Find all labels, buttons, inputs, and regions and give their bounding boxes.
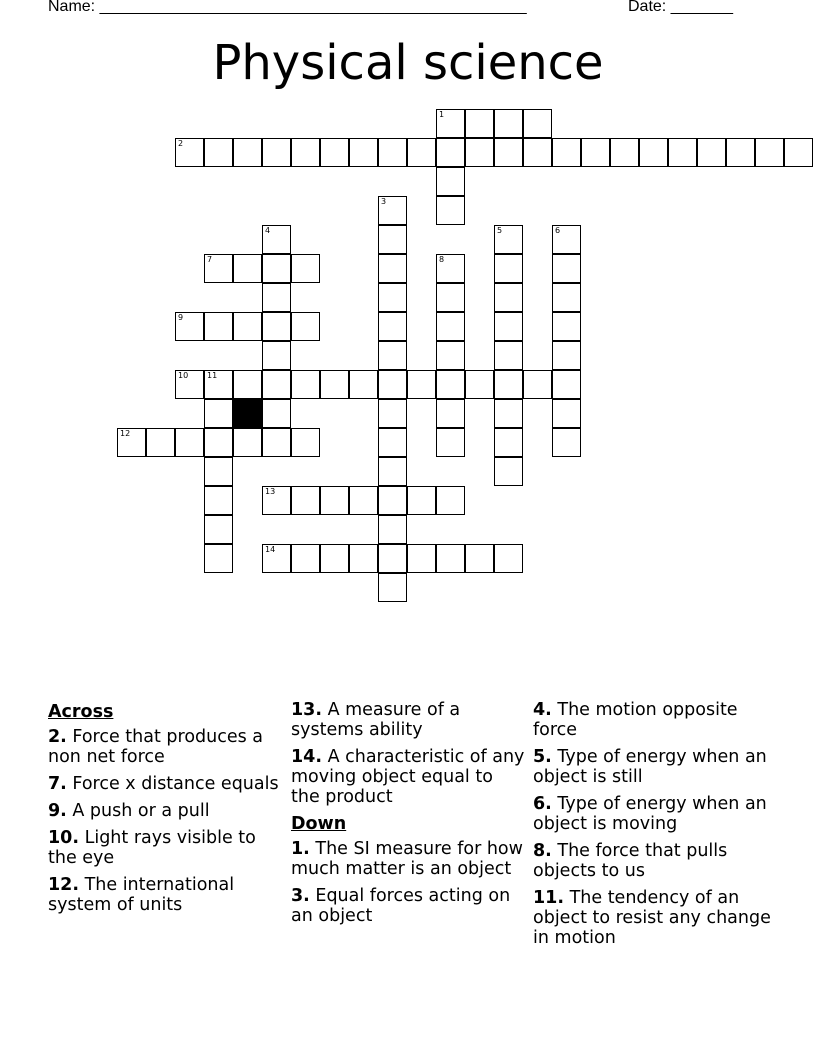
clues-column-1 <box>48 700 280 922</box>
crossword-cell[interactable] <box>291 428 320 457</box>
clue-item <box>48 727 280 767</box>
crossword-cell[interactable] <box>494 109 523 138</box>
crossword-cell[interactable] <box>494 225 523 254</box>
crossword-cell[interactable] <box>233 254 262 283</box>
clue-number: 3 <box>381 197 387 206</box>
crossword-cell[interactable] <box>378 138 407 167</box>
crossword-cell[interactable] <box>349 370 378 399</box>
date-field-label: Date: _______ <box>628 0 733 15</box>
crossword-cell[interactable] <box>436 399 465 428</box>
clue-number: 7. <box>48 774 67 794</box>
clue-number: 5. <box>533 747 552 767</box>
crossword-cell[interactable] <box>291 254 320 283</box>
clue-number: 13 <box>265 487 276 496</box>
crossword-cell[interactable] <box>494 138 523 167</box>
crossword-cell[interactable] <box>523 370 552 399</box>
crossword-cell[interactable] <box>494 457 523 486</box>
crossword-cell[interactable] <box>436 486 465 515</box>
clues-column-2 <box>291 700 527 933</box>
crossword-cell[interactable] <box>204 312 233 341</box>
crossword-cell[interactable] <box>204 428 233 457</box>
clue-number: 11. <box>533 888 565 908</box>
crossword-cell[interactable] <box>552 225 581 254</box>
clue-item <box>291 700 527 740</box>
crossword-cell[interactable] <box>262 283 291 312</box>
clue-item <box>533 700 783 740</box>
clue-number: 12 <box>120 429 131 438</box>
crossword-cell[interactable] <box>262 138 291 167</box>
clue-text: The SI measure for how much matter is an object <box>291 839 523 879</box>
clue-number: 2 <box>178 139 184 148</box>
crossword-cell[interactable] <box>465 544 494 573</box>
clue-text: Light rays visible to the eye <box>48 828 256 868</box>
clue-item <box>48 828 280 868</box>
name-field-label: Name: ________________________________________________ <box>48 0 527 15</box>
crossword-cell[interactable] <box>378 515 407 544</box>
crossword-cell[interactable] <box>407 544 436 573</box>
crossword-cell[interactable] <box>639 138 668 167</box>
crossword-cell[interactable] <box>407 138 436 167</box>
clue-number: 4 <box>265 226 271 235</box>
crossword-cell[interactable] <box>552 254 581 283</box>
crossword-cell[interactable] <box>436 370 465 399</box>
crossword-cell[interactable] <box>320 370 349 399</box>
crossword-cell[interactable] <box>494 312 523 341</box>
crossword-cell[interactable] <box>494 370 523 399</box>
crossword-cell[interactable] <box>291 544 320 573</box>
crossword-cell[interactable] <box>726 138 755 167</box>
crossword-cell[interactable] <box>436 283 465 312</box>
crossword-cell[interactable] <box>233 370 262 399</box>
crossword-cell[interactable] <box>494 428 523 457</box>
crossword-cell[interactable] <box>378 370 407 399</box>
crossword-cell[interactable] <box>610 138 639 167</box>
crossword-cell[interactable] <box>378 573 407 602</box>
clue-number: 9 <box>178 313 184 322</box>
crossword-cell[interactable] <box>523 109 552 138</box>
crossword-cell[interactable] <box>465 109 494 138</box>
crossword-cell[interactable] <box>204 254 233 283</box>
crossword-cell[interactable] <box>378 544 407 573</box>
crossword-cell[interactable] <box>494 544 523 573</box>
crossword-cell[interactable] <box>378 283 407 312</box>
crossword-cell[interactable] <box>262 225 291 254</box>
clue-number: 13. <box>291 700 323 720</box>
clue-number: 11 <box>207 371 218 380</box>
clue-number: 14. <box>291 747 323 767</box>
crossword-cell[interactable] <box>204 457 233 486</box>
crossword-cell[interactable] <box>552 370 581 399</box>
crossword-cell[interactable] <box>436 254 465 283</box>
crossword-cell[interactable] <box>349 486 378 515</box>
clue-number: 2. <box>48 727 67 747</box>
clue-number: 7 <box>207 255 213 264</box>
clue-text: The force that pulls objects to us <box>533 841 728 881</box>
clue-number: 1 <box>439 110 445 119</box>
crossword-cell[interactable] <box>552 399 581 428</box>
crossword-cell[interactable] <box>668 138 697 167</box>
clue-item <box>48 801 280 821</box>
crossword-cell[interactable] <box>378 254 407 283</box>
crossword-cell[interactable] <box>204 399 233 428</box>
clue-item <box>533 841 783 881</box>
across-clue-list <box>48 727 280 915</box>
down-clue-list <box>291 839 527 926</box>
crossword-cell[interactable] <box>407 370 436 399</box>
crossword-cell[interactable] <box>349 138 378 167</box>
crossword-cell[interactable] <box>262 544 291 573</box>
crossword-cell[interactable] <box>349 544 378 573</box>
crossword-cell[interactable] <box>146 428 175 457</box>
crossword-cell[interactable] <box>436 109 465 138</box>
crossword-cell[interactable] <box>552 312 581 341</box>
crossword-cell[interactable] <box>436 312 465 341</box>
crossword-cell[interactable] <box>552 428 581 457</box>
clue-item <box>291 839 527 879</box>
crossword-cell[interactable] <box>320 544 349 573</box>
clue-number: 8 <box>439 255 445 264</box>
crossword-cell[interactable] <box>552 138 581 167</box>
crossword-cell[interactable] <box>494 399 523 428</box>
crossword-cell[interactable] <box>291 312 320 341</box>
clue-text: Type of energy when an object is still <box>533 747 767 787</box>
clue-text: The international system of units <box>48 875 235 915</box>
crossword-cell[interactable] <box>291 138 320 167</box>
crossword-cell[interactable] <box>378 196 407 225</box>
crossword-cell[interactable] <box>784 138 813 167</box>
clue-text: A push or a pull <box>66 801 210 821</box>
crossword-cell[interactable] <box>175 428 204 457</box>
crossword-cell[interactable] <box>204 138 233 167</box>
crossword-cell[interactable] <box>378 399 407 428</box>
clue-number: 14 <box>265 545 276 554</box>
crossword-cell[interactable] <box>494 254 523 283</box>
clues-column-3 <box>533 700 783 955</box>
crossword-cell[interactable] <box>436 341 465 370</box>
crossword-cell[interactable] <box>262 428 291 457</box>
crossword-cell[interactable] <box>755 138 784 167</box>
clue-text: A measure of a systems ability <box>291 700 461 740</box>
crossword-cell[interactable] <box>465 370 494 399</box>
clue-number: 9. <box>48 801 67 821</box>
crossword-cell[interactable] <box>552 341 581 370</box>
crossword-cell[interactable] <box>378 225 407 254</box>
crossword-cell[interactable] <box>204 544 233 573</box>
crossword-cell[interactable] <box>233 138 262 167</box>
crossword-cell[interactable] <box>291 370 320 399</box>
clue-number: 1. <box>291 839 310 859</box>
down-clue-list-continued <box>533 700 783 948</box>
crossword-cell[interactable] <box>581 138 610 167</box>
clue-item <box>291 747 527 807</box>
page-title: Physical science <box>212 35 604 91</box>
clue-text: The motion opposite force <box>533 700 738 740</box>
clue-item <box>48 875 280 915</box>
crossword-cell[interactable] <box>320 486 349 515</box>
crossword-cell[interactable] <box>494 341 523 370</box>
clue-text: Force x distance equals <box>66 774 279 794</box>
clue-number: 3. <box>291 886 310 906</box>
crossword-cell[interactable] <box>378 341 407 370</box>
crossword-cell[interactable] <box>175 370 204 399</box>
clue-number: 12. <box>48 875 80 895</box>
crossword-cell[interactable] <box>407 486 436 515</box>
crossword-cell[interactable] <box>436 428 465 457</box>
clue-number: 4. <box>533 700 552 720</box>
crossword-cell[interactable] <box>436 138 465 167</box>
crossword-cell[interactable] <box>436 196 465 225</box>
clue-item <box>533 888 783 948</box>
crossword-cell[interactable] <box>494 283 523 312</box>
crossword-cell[interactable] <box>378 428 407 457</box>
clue-text: Equal forces acting on an object <box>291 886 511 926</box>
crossword-cell[interactable] <box>436 544 465 573</box>
clue-text: A characteristic of any moving object equal to the product <box>291 747 525 807</box>
crossword-cell[interactable] <box>262 312 291 341</box>
crossword-cell[interactable] <box>697 138 726 167</box>
clue-text: Type of energy when an object is moving <box>533 794 767 834</box>
crossword-cell[interactable] <box>175 312 204 341</box>
clue-item <box>291 886 527 926</box>
crossword-cell[interactable] <box>204 486 233 515</box>
crossword-cell[interactable] <box>523 138 552 167</box>
crossword-cell[interactable] <box>378 457 407 486</box>
crossword-cell[interactable] <box>262 341 291 370</box>
clue-number: 8. <box>533 841 552 861</box>
crossword-cell[interactable] <box>320 138 349 167</box>
crossword-cell[interactable] <box>233 428 262 457</box>
clue-text: The tendency of an object to resist any change in motion <box>533 888 771 948</box>
crossword-cell[interactable] <box>204 515 233 544</box>
crossword-cell[interactable] <box>378 312 407 341</box>
crossword-cell[interactable] <box>262 486 291 515</box>
crossword-cell[interactable] <box>262 254 291 283</box>
crossword-cell[interactable] <box>378 486 407 515</box>
crossword-cell[interactable] <box>436 167 465 196</box>
crossword-cell[interactable] <box>552 283 581 312</box>
clue-item <box>48 774 280 794</box>
clue-number: 6 <box>555 226 561 235</box>
crossword-black-cell <box>233 399 262 428</box>
crossword-cell[interactable] <box>175 138 204 167</box>
clue-number: 10. <box>48 828 80 848</box>
crossword-cell[interactable] <box>262 399 291 428</box>
clue-item <box>533 747 783 787</box>
across-heading: Across <box>48 702 114 722</box>
clue-item <box>533 794 783 834</box>
crossword-cell[interactable] <box>117 428 146 457</box>
down-heading: Down <box>291 814 347 834</box>
crossword-cell[interactable] <box>262 370 291 399</box>
clue-number: 6. <box>533 794 552 814</box>
clue-number: 10 <box>178 371 189 380</box>
clue-text: Force that produces a non net force <box>48 727 264 767</box>
crossword-cell[interactable] <box>233 312 262 341</box>
crossword-cell[interactable] <box>204 370 233 399</box>
across-clue-list-continued <box>291 700 527 807</box>
crossword-cell[interactable] <box>465 138 494 167</box>
crossword-cell[interactable] <box>291 486 320 515</box>
clue-number: 5 <box>497 226 503 235</box>
